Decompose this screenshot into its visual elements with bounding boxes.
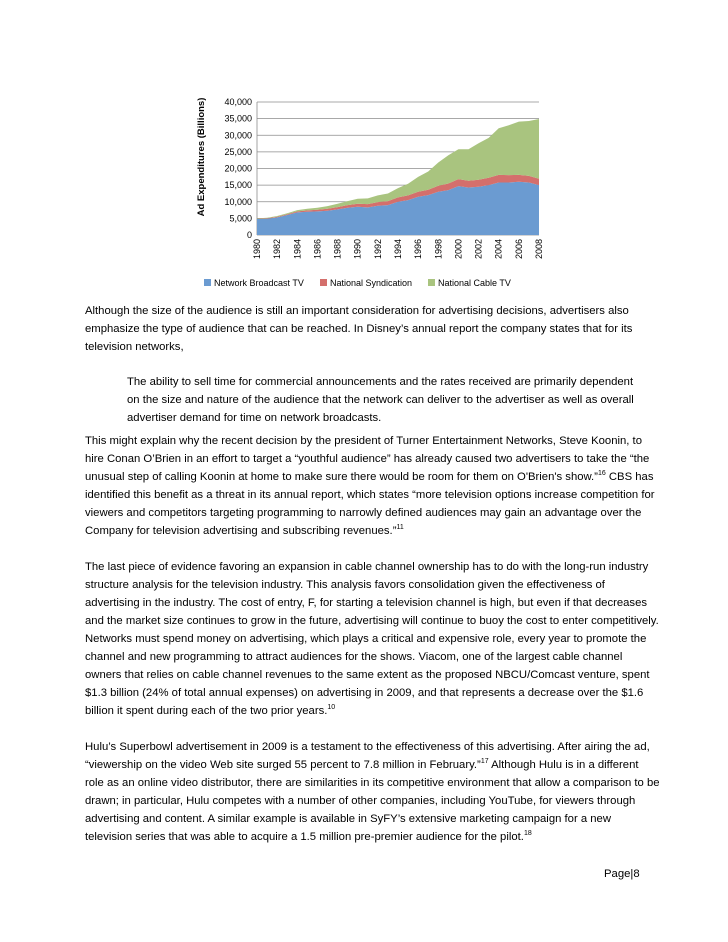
block-quote: The ability to sell time for commercial announcements and the rates received are primarily dependent on the size and nature of the audience that the network can deliver to the advertiser as well as overall advertiser demand for time on network broadcasts. (127, 376, 634, 424)
footnote-ref: 18 (523, 830, 532, 838)
x-tick-label: 1988 (332, 239, 343, 260)
x-tick-label: 2004 (493, 239, 504, 260)
x-tick-label: 1980 (252, 239, 262, 260)
x-tick-label: 2006 (513, 239, 524, 260)
paragraph-2-text-b: CBS has identified this benefit as a threat in its annual report, which states “more television options increase competition for viewers and competitors targeting programming to narrowly defined audiences may gain an advantage over the Company for television advertising and subscribing revenues.” (85, 471, 655, 537)
x-tick-labels (252, 239, 544, 259)
x-tick-label: 1994 (393, 239, 403, 260)
y-tick-label: 15,000 (224, 180, 252, 191)
stacked-areas (257, 119, 539, 235)
paragraph-3-text: The last piece of evidence favoring an expansion in cable channel ownership has to do with the long-run industry structure analysis for the television industry. This analysis favors consolidation given the effectiveness of advertising in the industry. The cost of entry, F, for starting a television channel is high, but even if that decreases and the market size continues to grow in the future, advertising will continue to buoy the cost to enter competitively. Networks must spend money on advertising, which plays a critical and expensive role, every year to promote the channel and new programming to attract audiences for the shows. Viacom, one of the largest cable channel owners that relies on cable channel revenues to the same extent as the proposed NBCU/Comcast venture, spent $1.3 billion (24% of total annual expenses) on advertising in 2009, and that represents a decrease over the $1.6 billion it spent during each of the two prior years. (85, 561, 659, 717)
legend-label: National Cable TV (438, 278, 511, 288)
y-tick-label: 0 (246, 230, 252, 240)
y-tick-label: 5,000 (229, 213, 252, 224)
paragraph-2 (85, 432, 660, 540)
y-tick-label: 35,000 (224, 113, 252, 124)
paragraph-1: Although the size of the audience is still an important consideration for advertising decisions, advertisers also emphasize the type of audience that can be reached. In Disney’s annual report the company states that for its television networks, (85, 305, 633, 353)
chart-legend (204, 278, 511, 288)
y-tick-label: 40,000 (224, 97, 252, 107)
y-tick-label: 25,000 (224, 146, 252, 157)
paragraph-4-text-a: Hulu’s Superbowl advertisement in 2009 is a testament to the effectiveness of this advertising. After airing the ad, “viewership on the video Web site surged 55 percent to 7.8 million in February.” (85, 741, 650, 771)
y-tick-label: 20,000 (224, 163, 252, 174)
page-number: Page|8 (604, 868, 640, 880)
x-tick-label: 1984 (292, 239, 303, 260)
footnote-ref: 11 (396, 524, 404, 532)
ad-expenditures-chart (190, 92, 560, 292)
legend-swatch (204, 279, 211, 286)
y-tick-label: 10,000 (224, 196, 252, 207)
paragraph-4 (85, 738, 660, 846)
legend-label: National Syndication (330, 278, 413, 288)
x-tick-label: 1996 (413, 239, 424, 260)
x-tick-label: 1982 (272, 239, 283, 260)
y-tick-label: 30,000 (224, 130, 252, 141)
footnote-ref: 10 (327, 704, 336, 712)
paragraph-4-text-b: Although Hulu is in a different role as an online video distributor, there are similarities in its competitive environment that allow a comparison to be drawn; in particular, Hulu competes with a number of other companies, including YouTube, for viewers through advertising and content. A similar example is available in SyFY’s extensive marketing campaign for a new television series that was able to acquire a 1.5 million pre-premier audience for the pilot. (85, 759, 660, 843)
y-axis-title: Ad Expenditures (Billions) (196, 97, 207, 217)
x-tick-label: 1990 (352, 239, 363, 260)
footnote-ref: 17 (480, 758, 489, 766)
paragraph-3 (85, 558, 660, 720)
paragraph-2-text-a: This might explain why the recent decision by the president of Turner Entertainment Networks, Steve Koonin, to hire Conan O’Brien in an effort to target a “youthful audience” has already caused two advertisers to take the “the unusual step of calling Koonin at home to make sure there would be room for them on O'Brien's show.” (85, 435, 650, 483)
legend-swatch (428, 279, 435, 286)
legend-label: Network Broadcast TV (214, 278, 304, 288)
x-tick-label: 1998 (433, 239, 444, 260)
x-tick-label: 2002 (473, 239, 484, 260)
x-tick-label: 2008 (534, 239, 544, 260)
x-tick-label: 1986 (312, 239, 323, 260)
footnote-ref: 16 (597, 470, 606, 478)
x-tick-label: 1992 (372, 239, 383, 260)
x-tick-label: 2000 (453, 239, 464, 260)
legend-swatch (320, 279, 327, 286)
y-tick-labels (224, 97, 252, 240)
